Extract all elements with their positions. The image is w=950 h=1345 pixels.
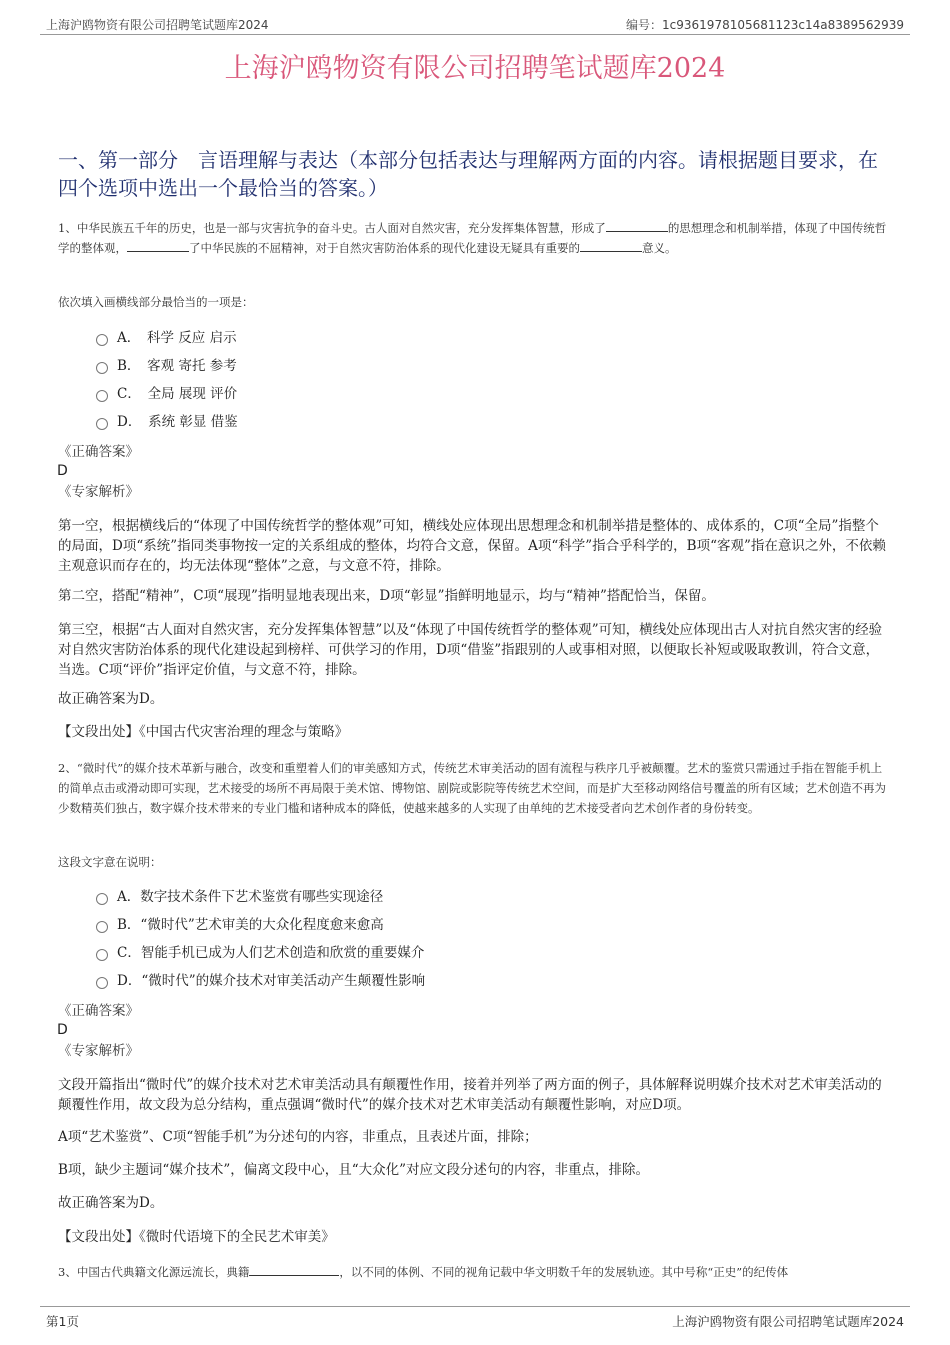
blank-1	[606, 219, 668, 232]
radio-icon[interactable]	[96, 921, 108, 933]
document-title: 上海沪鸥物资有限公司招聘笔试题库2024	[224, 53, 726, 84]
q2-answer: D	[57, 1022, 68, 1038]
question-3-text: 3、中国古代典籍文化源远流长，典籍 ，以不同的体例、不同的视角记载中华文明数千年的发展轨迹。其中号称“正史”的纪传体	[58, 1265, 789, 1279]
radio-icon[interactable]	[96, 977, 108, 989]
q2-option-c[interactable]: C．智能手机已成为人们艺术创造和欣赏的重要媒介	[96, 943, 424, 963]
section-heading: 一、第一部分 言语理解与表达（本部分包括表达与理解两方面的内容。请根据题目要求，在四个选项中选出一个最恰当的答案。）	[58, 148, 878, 200]
q1-option-c[interactable]: C． 全局 展现 评价	[96, 384, 237, 404]
q1-analysis-p3: 第三空，根据“古人面对自然灾害，充分发挥集体智慧”以及“体现了中国传统哲学的整体观”可知，横线处应体现出古人对抗自然灾害的经验对自然灾害防治体系的现代化建设起到榜样、可供学习的作用，D项“借鉴”指跟别的人或事相对照，以便取长补短或吸取教训，符合文意，当选。C项“评价”指评定价值，与文意不符，排除。	[58, 622, 883, 678]
blank-2	[127, 239, 189, 252]
q1-option-b[interactable]: B． 客观 寄托 参考	[96, 356, 237, 376]
question-1-text: 1、中华民族五千年的历史，也是一部与灾害抗争的奋斗史。古人面对自然灾害，充分发挥集体智慧，形成了 的思想理念和机制举措，体现了中国传统哲学的整体观， 了中华民族的不屈精神，对于自然灾害防治体系的现代化建设无疑具有重要的 意义。	[58, 221, 887, 255]
page-number: 第1页	[46, 1314, 79, 1329]
q1-analysis-p4: 故正确答案为D。	[58, 691, 164, 707]
page-header	[40, 12, 910, 35]
q2-option-b[interactable]: B．“微时代”艺术审美的大众化程度愈来愈高	[96, 915, 384, 935]
radio-icon[interactable]	[96, 362, 108, 374]
q2-source: 【文段出处】《微时代语境下的全民艺术审美》	[58, 1229, 335, 1245]
q2-analysis-p4: 故正确答案为D。	[58, 1195, 164, 1211]
q1-answer-label: 《正确答案》	[58, 444, 139, 460]
blank-1	[249, 1263, 339, 1276]
radio-icon[interactable]	[96, 893, 108, 905]
question-2-prompt: 这段文字意在说明：	[58, 855, 162, 869]
q1-analysis-p1: 第一空，根据横线后的“体现了中国传统哲学的整体观”可知，横线处应体现出思想理念和机制举措是整体的、成体系的，C项“全局”指整个的局面，D项“系统”指同类事物按一定的关系组成的整体，均符合文意，保留。A项“科学”指合乎科学的，B项“客观”指在意识之外，不依赖主观意识而存在的，均无法体现“整体”之意，与文意不符，排除。	[58, 518, 886, 574]
radio-icon[interactable]	[96, 334, 108, 346]
footer-doc-title: 上海沪鸥物资有限公司招聘笔试题库2024	[672, 1314, 904, 1329]
q2-analysis-p3: B项，缺少主题词“媒介技术”，偏离文段中心，且“大众化”对应文段分述句的内容，非重点，排除。	[58, 1162, 650, 1178]
header-doc-title: 上海沪鸥物资有限公司招聘笔试题库2024	[46, 18, 269, 32]
question-1-prompt: 依次填入画横线部分最恰当的一项是：	[58, 295, 254, 309]
q1-answer: D	[57, 463, 68, 479]
q2-answer-label: 《正确答案》	[58, 1003, 139, 1019]
question-2-text: 2、“微时代”的媒介技术革新与融合，改变和重塑着人们的审美感知方式，传统艺术审美活动的固有流程与秩序几乎被颠覆。艺术的鉴赏只需通过手指在智能手机上的简单点击或滑动即可实现，艺术接受的场所不再局限于美术馆、博物馆、剧院或影院等传统艺术空间，而是扩大至移动网络信号覆盖的所有区域；艺术创造不再为少数精英们独占，数字媒介技术带来的专业门槛和诸种成本的降低，使越来越多的人实现了由单纯的艺术接受者向艺术创作者的身份转变。	[58, 761, 886, 815]
q1-option-d[interactable]: D． 系统 彰显 借鉴	[96, 412, 238, 432]
blank-3	[580, 239, 642, 252]
header-doc-id: 编号：1c9361978105681123c14a8389562939	[626, 18, 904, 32]
radio-icon[interactable]	[96, 390, 108, 402]
q2-option-d[interactable]: D．“微时代”的媒介技术对审美活动产生颠覆性影响	[96, 971, 425, 991]
radio-icon[interactable]	[96, 949, 108, 961]
page-footer	[40, 1306, 910, 1331]
radio-icon[interactable]	[96, 418, 108, 430]
q2-analysis-p2: A项“艺术鉴赏”、C项“智能手机”为分述句的内容，非重点，且表述片面，排除；	[58, 1129, 538, 1145]
q1-option-a[interactable]: A． 科学 反应 启示	[96, 328, 237, 348]
q2-analysis-p1: 文段开篇指出“微时代”的媒介技术对艺术审美活动具有颠覆性作用，接着并列举了两方面的例子，具体解释说明媒介技术对艺术审美活动的颠覆性作用，故文段为总分结构，重点强调“微时代”的媒介技术对艺术审美活动有颠覆性影响，对应D项。	[58, 1077, 882, 1113]
q1-analysis-p2: 第二空，搭配“精神”，C项“展现”指明显地表现出来，D项“彰显”指鲜明地显示，均与“精神”搭配恰当，保留。	[58, 588, 715, 604]
q1-analysis-label: 《专家解析》	[58, 484, 139, 500]
q1-source: 【文段出处】《中国古代灾害治理的理念与策略》	[58, 724, 349, 740]
q2-option-a[interactable]: A．数字技术条件下艺术鉴赏有哪些实现途径	[96, 887, 383, 907]
q2-analysis-label: 《专家解析》	[58, 1043, 139, 1059]
